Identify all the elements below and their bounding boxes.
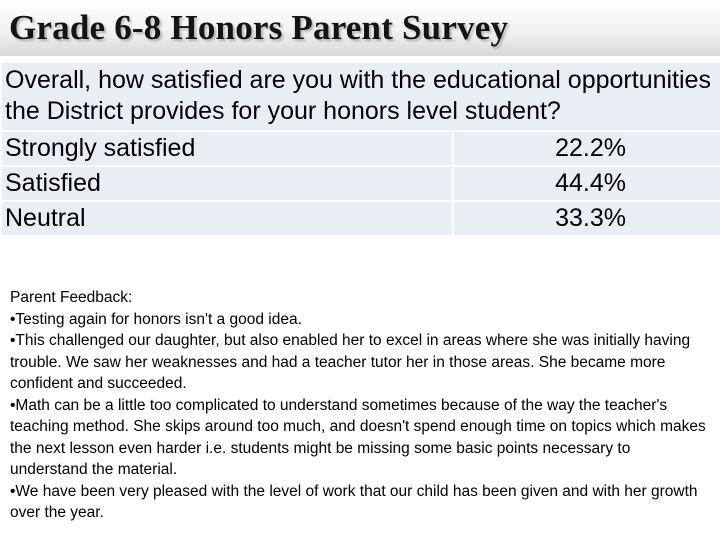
feedback-heading: Parent Feedback: (10, 289, 133, 306)
response-label: Neutral (1, 201, 453, 236)
question-row (1, 62, 720, 131)
response-value: 44.4% (453, 166, 720, 201)
feedback-item: •This challenged our daughter, but also enabled her to excel in areas where she was initially having trouble. We saw her weaknesses and had a teacher tutor her in those areas. She became more confident and succeeded. (10, 332, 691, 392)
feedback-item: •We have been very pleased with the level of work that our child has been given and with her growth over the year. (10, 482, 698, 521)
response-value: 33.3% (453, 201, 720, 236)
feedback-item: •Math can be a little too complicated to understand sometimes because of the way the teacher's teaching method. She skips around too much, and doesn't spend enough time on topics which makes the next lesson even harder i.e. students might be missing some basic points necessary to understand the material. (10, 396, 706, 478)
table-row (1, 166, 720, 201)
title-bar (0, 0, 720, 56)
table-row (1, 131, 720, 166)
response-label: Satisfied (1, 166, 453, 201)
response-label: Strongly satisfied (1, 131, 453, 166)
response-value: 22.2% (453, 131, 720, 166)
parent-feedback (10, 287, 710, 524)
survey-results-table (0, 61, 720, 237)
table-row (1, 201, 720, 236)
survey-question: Overall, how satisfied are you with the educational opportunities the District provides for your honors level student? (1, 62, 720, 131)
page-title: Grade 6-8 Honors Parent Survey (9, 8, 509, 47)
feedback-item: •Testing again for honors isn't a good idea. (10, 310, 302, 328)
